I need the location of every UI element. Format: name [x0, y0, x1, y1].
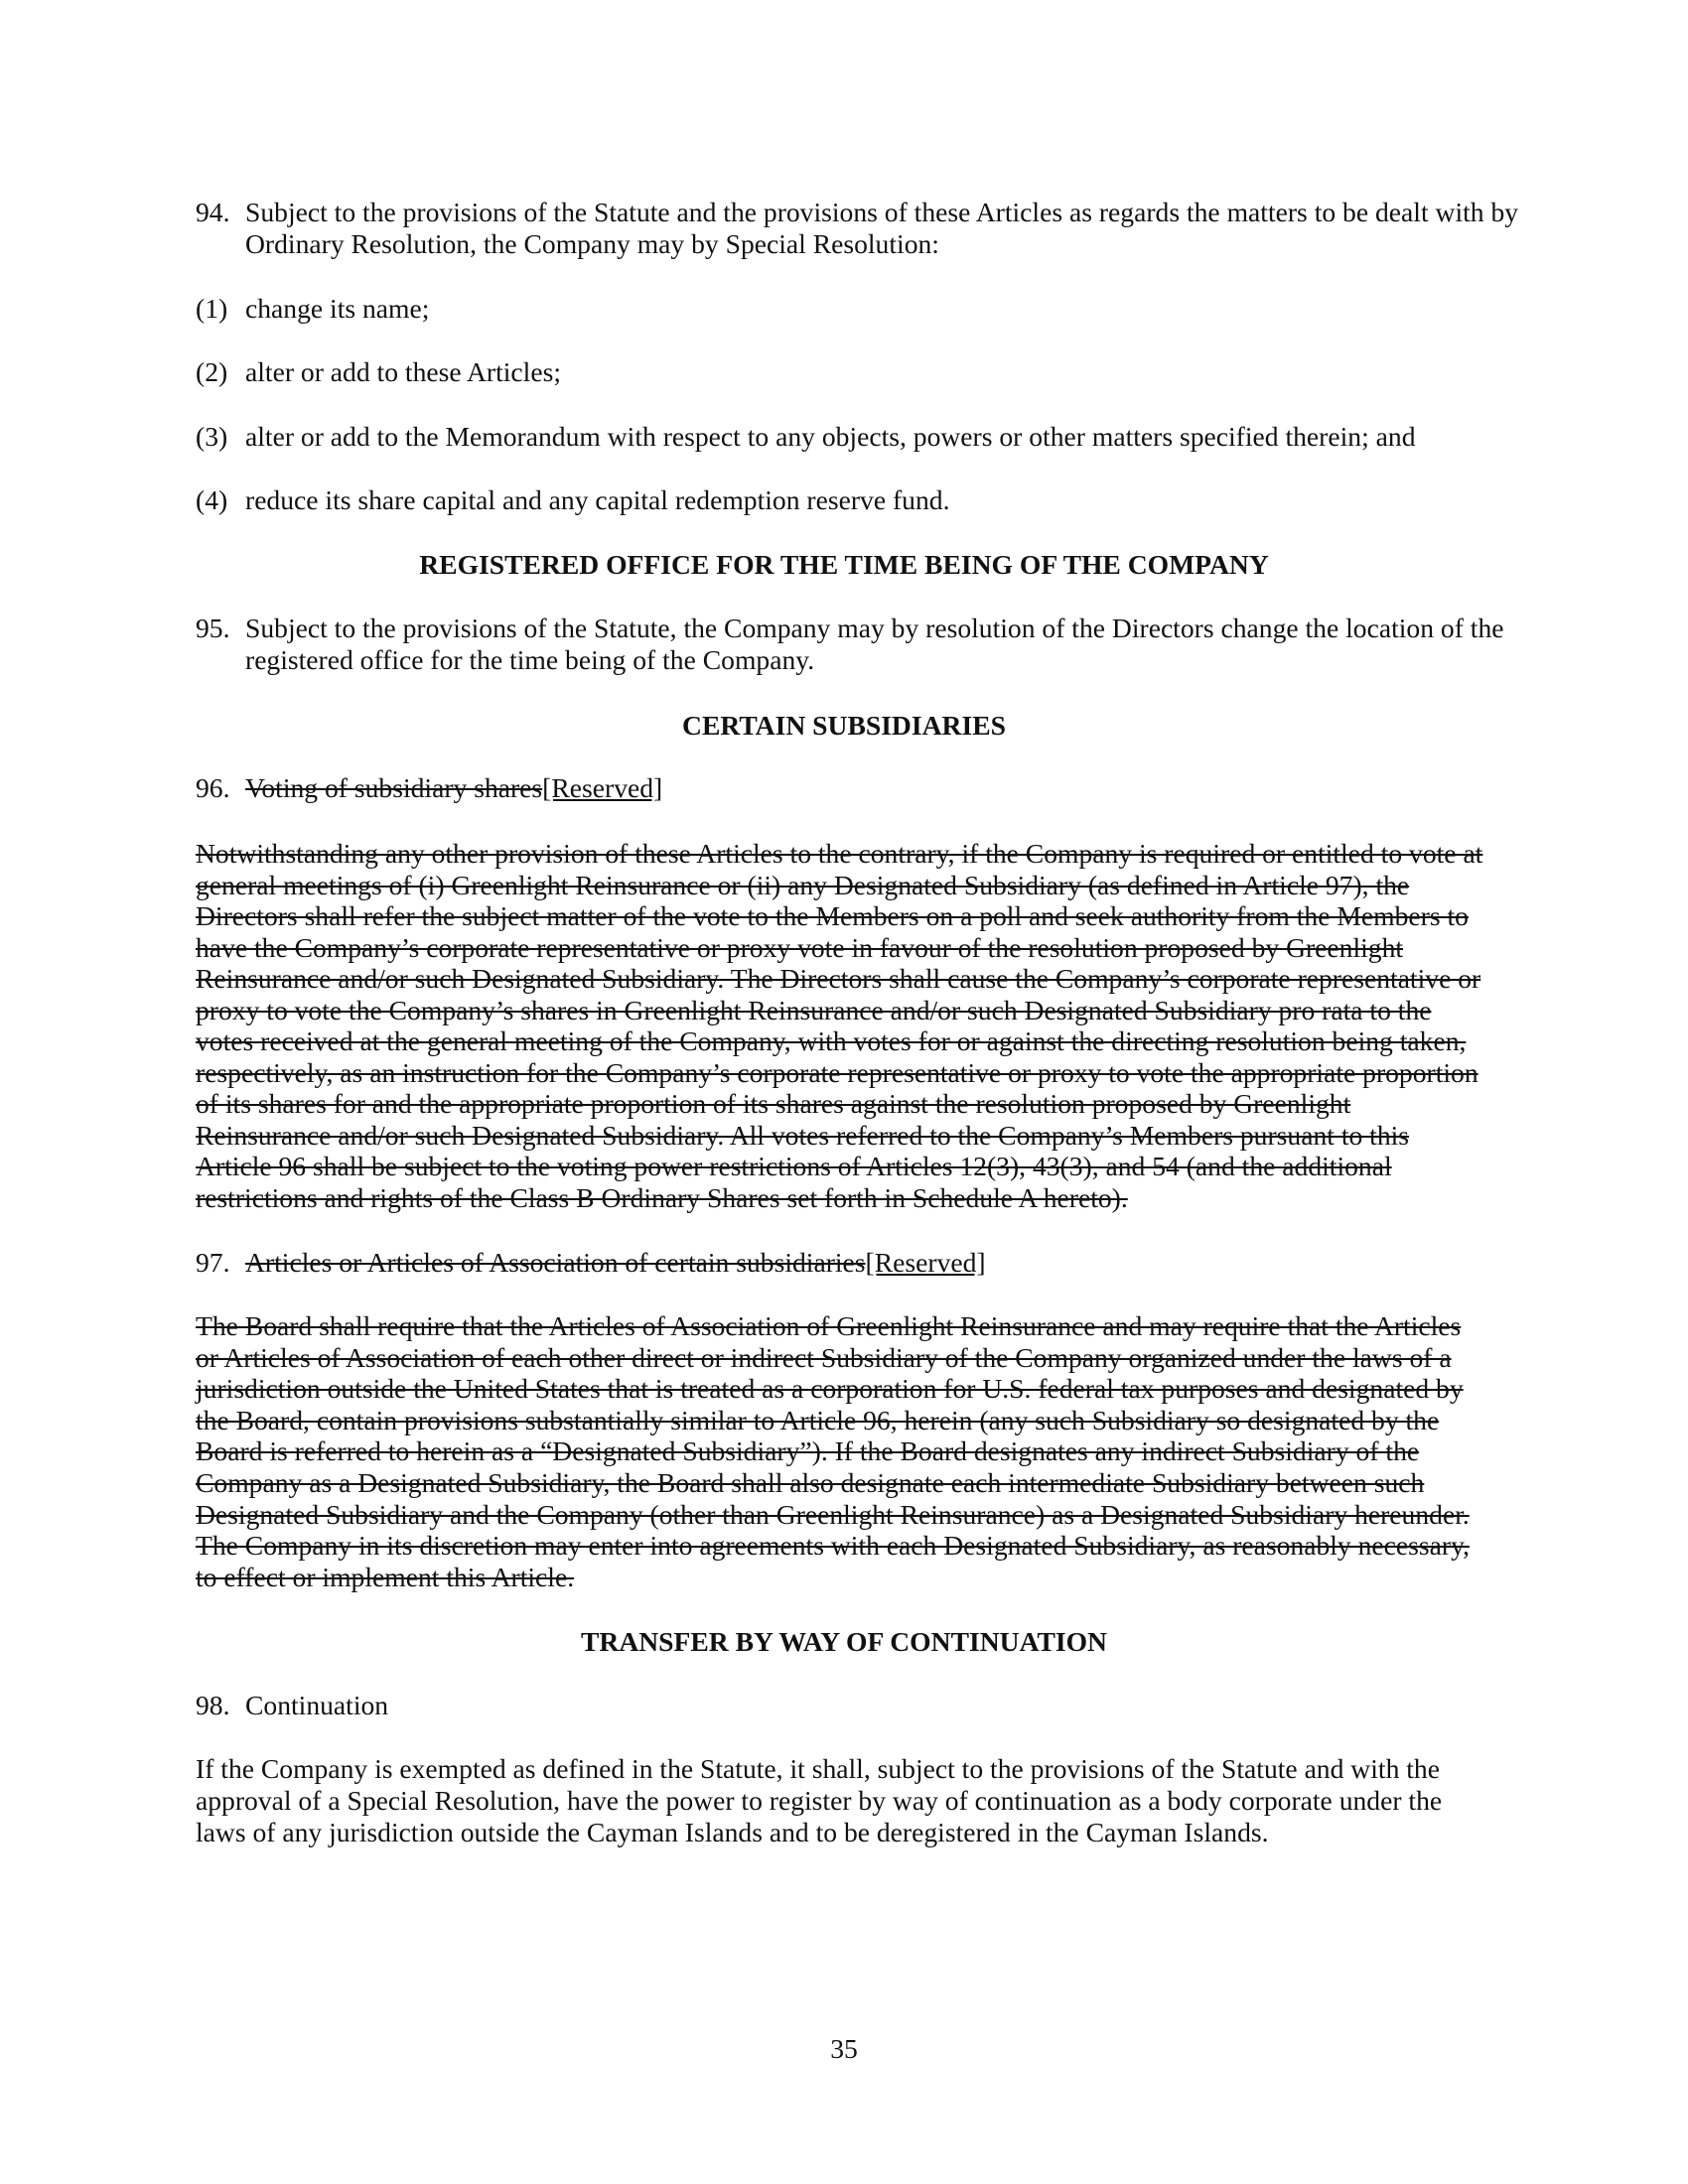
article-number: 96.	[196, 772, 230, 803]
article-98-body: If the Company is exempted as defined in the Statute, it shall, subject to the provisions of the Statute and with the approval of a Special Resolution, have the power to register by way of continuation as a body corporate under the laws of any jurisdiction outside the Cayman Islands and to be deregistered in the Cayman Islands.	[196, 1753, 1443, 1847]
list-item	[196, 293, 1536, 325]
item-text: change its name;	[245, 293, 430, 324]
section-heading: REGISTERED OFFICE FOR THE TIME BEING OF THE COMPANY	[419, 549, 1269, 580]
item-text: reduce its share capital and any capital redemption reserve fund.	[245, 484, 950, 515]
item-number: (1)	[196, 293, 228, 324]
article-96-deleted-body: Notwithstanding any other provision of these Articles to the contrary, if the Company is required or entitled to vote at general meetings of (i) Greenlight Reinsurance or (ii) any Designated Subsidiary (as defined in Article 97), the Directors shall refer the subject matter of the vote to the Members on a poll and seek authority from the Members to have the Company’s corporate representative or proxy vote in favour of the resolution proposed by Greenlight Reinsurance and/or such Designated Subsidiary. The Directors shall cause the Company’s corporate representative or proxy to vote the Company’s shares in Greenlight Reinsurance and/or such Designated Subsidiary pro rata to the votes received at the general meeting of the Company, with votes for or against the directing resolution being taken, respectively, as an instruction for the Company’s corporate representative or proxy to vote the appropriate proportion of its shares for and the appropriate proportion of its shares against the resolution proposed by Greenlight Reinsurance and/or such Designated Subsidiary. All votes referred to the Company’s Members pursuant to this Article 96 shall be subject to the voting power restrictions of Articles 12(3), 43(3), and 54 (and the additional restrictions and rights of the Class B Ordinary Shares set forth in Schedule A hereto).	[196, 838, 1483, 1213]
inserted-title: [Reserved]	[542, 772, 663, 803]
article-98-title	[196, 1690, 1486, 1721]
article-97-title	[196, 1247, 1486, 1279]
item-text: alter or add to these Articles;	[245, 356, 561, 387]
article-text: Subject to the provisions of the Statute, the Company may by resolution of the Directors change the location of the registered office for the time being of the Company.	[245, 613, 1504, 675]
article-94	[196, 197, 1536, 260]
page-number: 35	[830, 2033, 858, 2064]
section-heading: CERTAIN SUBSIDIARIES	[682, 710, 1006, 741]
article-text: Subject to the provisions of the Statute and the provisions of these Articles as regards the matters to be dealt with by Ordinary Resolution, the Company may by Special Resolution:	[245, 197, 1519, 259]
list-item	[196, 421, 1536, 453]
item-text: alter or add to the Memorandum with respect to any objects, powers or other matters specified therein; and	[245, 421, 1416, 452]
article-title: Continuation	[245, 1690, 389, 1720]
deleted-title: Articles or Articles of Association of certain subsidiaries	[245, 1247, 866, 1278]
article-96-title	[196, 772, 1486, 804]
article-number: 95.	[196, 613, 230, 643]
item-number: (3)	[196, 421, 228, 452]
inserted-title: [Reserved]	[865, 1247, 986, 1278]
article-number: 98.	[196, 1690, 230, 1720]
deleted-title: Voting of subsidiary shares	[245, 772, 543, 803]
item-number: (4)	[196, 484, 228, 515]
list-item	[196, 356, 1536, 388]
article-97-deleted-body: The Board shall require that the Articles of Association of Greenlight Reinsurance and may require that the Articles or Articles of Association of each other direct or indirect Subsidiary of the Company organized under the laws of a jurisdiction outside the United States that is treated as a corporation for U.S. federal tax purposes and designated by the Board, contain provisions substantially similar to Article 96, herein (any such Subsidiary so designated by the Board is referred to herein as a “Designated Subsidiary”). If the Board designates any indirect Subsidiary of the Company as a Designated Subsidiary, the Board shall also designate each intermediate Subsidiary between such Designated Subsidiary and the Company (other than Greenlight Reinsurance) as a Designated Subsidiary hereunder. The Company in its discretion may enter into agreements with each Designated Subsidiary, as reasonably necessary, to effect or implement this Article.	[196, 1310, 1470, 1592]
item-number: (2)	[196, 356, 228, 387]
article-number: 94.	[196, 197, 230, 227]
list-item	[196, 484, 1536, 516]
article-95	[196, 613, 1536, 676]
article-number: 97.	[196, 1247, 230, 1278]
section-heading: TRANSFER BY WAY OF CONTINUATION	[581, 1626, 1107, 1657]
